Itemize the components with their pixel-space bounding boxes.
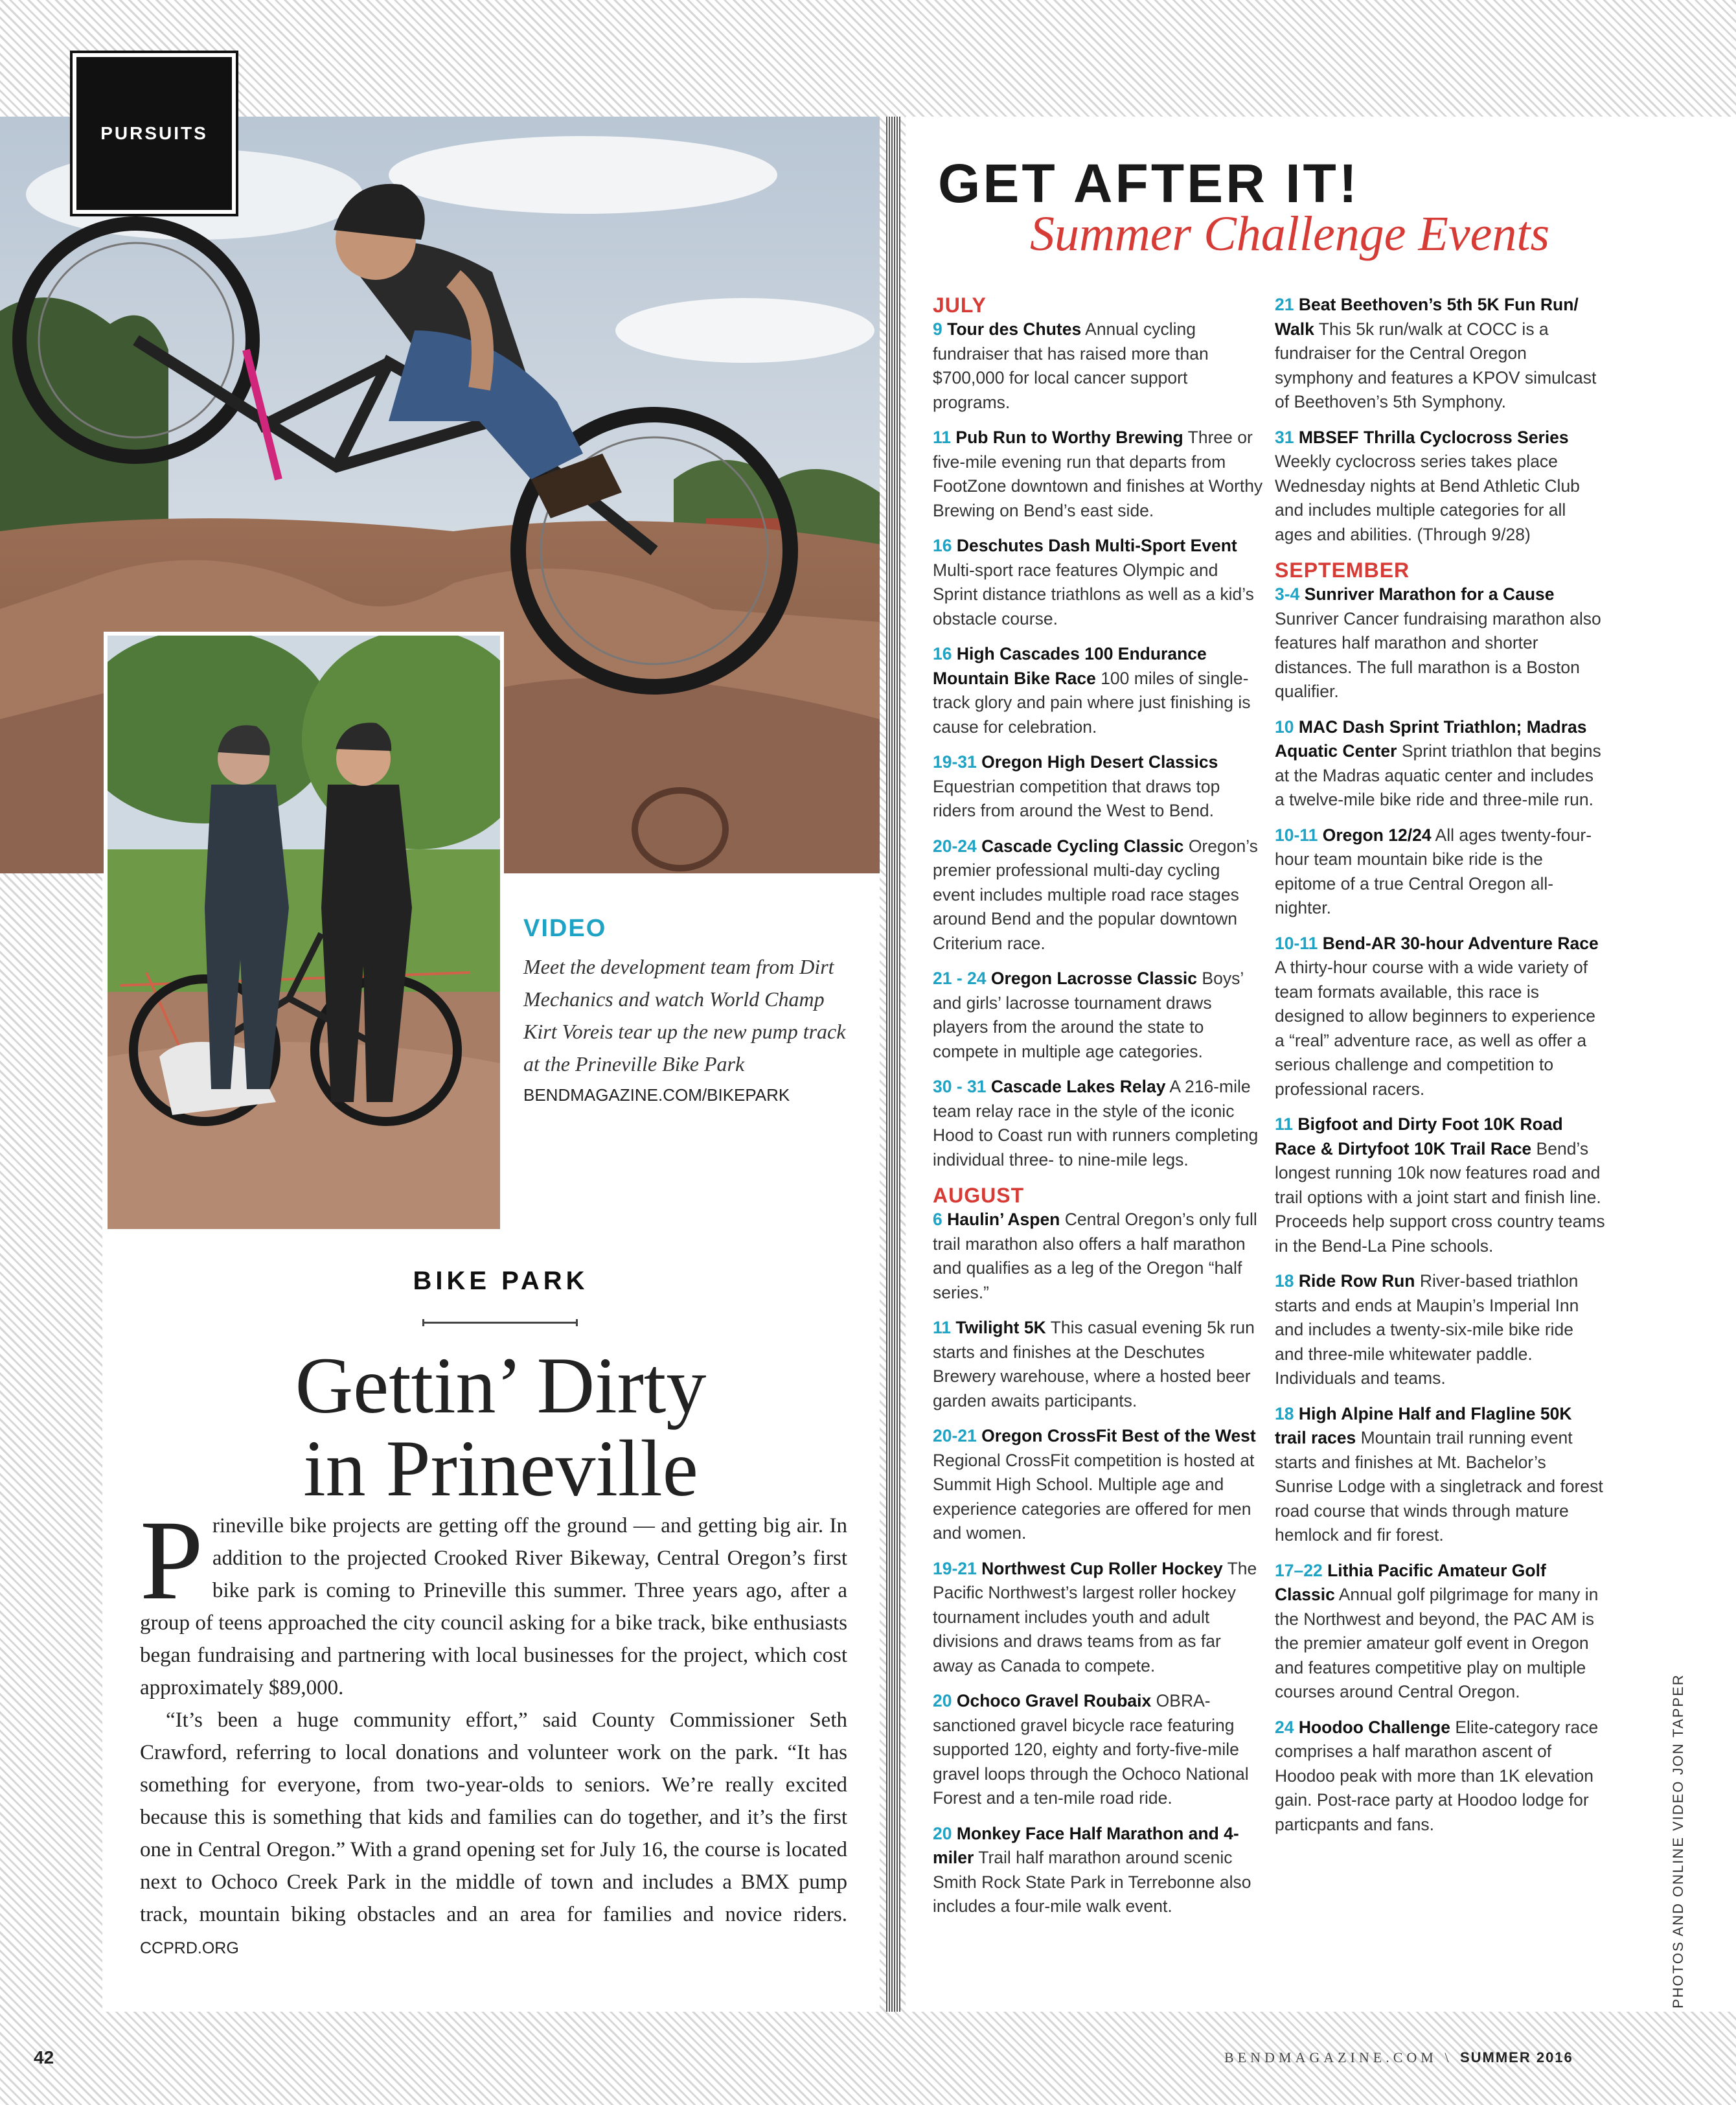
event-name: Ride Row Run	[1298, 1271, 1415, 1291]
event-item	[1275, 1269, 1605, 1391]
event-date: 20-21	[933, 1426, 977, 1445]
event-date: 17–22	[1275, 1560, 1323, 1580]
event-name: Ochoco Gravel Roubaix	[956, 1691, 1152, 1710]
events-subtitle: Summer Challenge Events	[1030, 207, 1550, 261]
article-kicker: BIKE PARK	[413, 1267, 589, 1295]
event-description: Bend’s longest running 10k now features road and trail options with a joint start and finish line. Proceeds help support cross country teams in the Bend-La Pine schools.	[1275, 1138, 1605, 1256]
event-name: Oregon 12/24	[1322, 825, 1432, 845]
event-name: Hoodoo Challenge	[1298, 1717, 1450, 1737]
event-description: All ages twenty-four-hour team mountain bike ride is the epitome of a true Central Oregon all-nighter.	[1275, 825, 1592, 917]
section-tag-label: PURSUITS	[100, 123, 208, 143]
section-tag	[73, 53, 236, 214]
event-item	[1275, 582, 1605, 704]
event-description: Oregon’s premier professional multi-day cycling event includes multiple road race stages around Bend and the popular downtown Criterium race.	[933, 836, 1258, 953]
event-description: Annual golf pilgrimage for many in the Northwest and beyond, the PAC AM is the premier amateur golf event in Oregon and features competitive play on multiple courses around Central Oregon.	[1275, 1585, 1599, 1701]
event-name: Bigfoot and Dirty Foot 10K Road Race & Dirtyfoot 10K Trail Race	[1275, 1114, 1563, 1158]
footer-site: BENDMAGAZINE.COM	[1224, 2049, 1437, 2065]
event-item	[933, 1208, 1263, 1305]
video-link[interactable]: BENDMAGAZINE.COM/BIKEPARK	[523, 1085, 790, 1105]
event-description: This casual evening 5k run starts and finishes at the Deschutes Brewery warehouse, where a hosted beer garden awaits participants.	[933, 1318, 1255, 1410]
event-date: 30 - 31	[933, 1077, 987, 1096]
drop-cap: P	[140, 1497, 203, 1624]
event-description: A 216-mile team relay race in the style of the iconic Hood to Coast run with runners completing individual three- to nine-mile legs.	[933, 1077, 1259, 1169]
bike-park-team-photo	[104, 632, 504, 1233]
kicker-divider	[422, 1322, 578, 1324]
event-name: Haulin’ Aspen	[947, 1210, 1060, 1229]
event-name: Oregon Lacrosse Classic	[990, 969, 1198, 988]
event-date: 21 - 24	[933, 969, 987, 988]
event-description: Sunriver Cancer fundraising marathon also features half marathon and shorter distances. The full marathon is a Boston qualifier.	[1275, 608, 1601, 701]
event-item	[1275, 426, 1605, 547]
event-name: Bend-AR 30-hour Adventure Race	[1322, 933, 1599, 953]
event-item	[933, 1424, 1263, 1546]
event-item	[933, 1075, 1263, 1172]
video-description: Meet the development team from Dirt Mechanics and watch World Champ Kirt Voreis tear up the new pump track at the Prineville Bike Park	[523, 955, 846, 1076]
video-callout	[523, 915, 860, 1105]
event-name: Lithia Pacific Amateur Golf Classic	[1275, 1560, 1546, 1604]
event-description: River-based triathlon starts and ends at Maupin’s Imperial Inn and includes a twenty-six-mile bike ride and three-mile whitewater paddle. Individuals and teams.	[1275, 1271, 1579, 1388]
event-name: Monkey Face Half Marathon and 4-miler	[933, 1823, 1239, 1867]
event-item	[1275, 1112, 1605, 1258]
event-item	[933, 534, 1263, 631]
event-date: 11	[1275, 1114, 1294, 1134]
event-item	[1275, 1559, 1605, 1705]
event-name: Oregon CrossFit Best of the West	[981, 1426, 1256, 1445]
event-date: 20	[933, 1691, 952, 1710]
event-description: Mountain trail running event starts and finishes at Mt. Bachelor’s Sunrise Lodge with a singletrack and forest road course that winds through mature hemlock and fir forest.	[1275, 1428, 1603, 1545]
event-description: Trail half marathon around scenic Smith Rock State Park in Terrebonne also includes a four-mile walk event.	[933, 1848, 1251, 1916]
column-divider	[886, 117, 900, 2012]
event-item	[933, 1316, 1263, 1413]
event-item	[933, 834, 1263, 956]
event-item	[933, 1822, 1263, 1919]
event-item	[933, 642, 1263, 739]
article-body	[140, 1497, 847, 1964]
paragraph-1-text: rineville bike projects are getting off the ground — and getting big air. In addition to the projected Crooked River Bikeway, Central Oregon’s first bike park is coming to Prineville this summer. Three years ago, after a group of teens approached the city council asking for a bike track, bike enthusiasts began fundraising and partnering with local businesses for the project, which cost approximately $89,000.	[140, 1514, 847, 1699]
event-description: A thirty-hour course with a wide variety of team formats available, this race is designed to allow beginners to experience a “real” adventure race, as well as offer a serious challenge and competition to professional racers.	[1275, 958, 1595, 1099]
event-description: Multi-sport race features Olympic and Sprint distance triathlons as well as a kid’s obstacle course.	[933, 560, 1254, 628]
event-description: OBRA-sanctioned gravel bicycle race featuring supported 120, eighty and forty-five-mile gravel loops through the Ochoco National Forest and a ten-mile road ride.	[933, 1691, 1249, 1808]
event-date: 19-21	[933, 1558, 977, 1578]
event-item	[933, 1557, 1263, 1679]
event-date: 24	[1275, 1717, 1294, 1737]
event-description: This 5k run/walk at COCC is a fundraiser for the Central Oregon symphony and features a KPOV simulcast of Beethoven’s 5th Symphony.	[1275, 319, 1597, 411]
event-item	[933, 426, 1263, 523]
event-name: Cascade Cycling Classic	[981, 836, 1184, 856]
event-name: Northwest Cup Roller Hockey	[981, 1558, 1223, 1578]
event-item	[1275, 823, 1605, 921]
event-name: Cascade Lakes Relay	[990, 1077, 1166, 1096]
article-headline	[141, 1341, 860, 1513]
event-item	[1275, 932, 1605, 1102]
headline-line-1: Gettin’ Dirty	[295, 1341, 707, 1430]
headline-line-2: in Prineville	[303, 1424, 698, 1513]
page-footer	[1224, 2049, 1573, 2066]
event-name: Deschutes Dash Multi-Sport Event	[956, 536, 1237, 555]
article-paragraph-1	[140, 1497, 847, 1704]
event-date: 11	[933, 1318, 952, 1337]
event-date: 18	[1275, 1403, 1294, 1423]
event-description: Regional CrossFit competition is hosted at Summit High School. Multiple age and experience categories are offered for men and women.	[933, 1450, 1255, 1543]
event-description: The Pacific Northwest’s largest roller hockey tournament includes youth and adult divisions and draws teams from as far away as Canada to compete.	[933, 1558, 1257, 1675]
event-date: 16	[933, 644, 952, 663]
footer-separator: \	[1445, 2049, 1453, 2065]
event-item	[1275, 293, 1605, 415]
event-date: 16	[933, 536, 952, 555]
event-name: Twilight 5K	[955, 1318, 1046, 1337]
event-name: High Cascades 100 Endurance Mountain Bike Race	[933, 644, 1207, 688]
event-date: 20-24	[933, 836, 977, 856]
event-description: Weekly cyclocross series takes place Wednesday nights at Bend Athletic Club and includes multiple categories for all ages and abilities. (Through 9/28)	[1275, 452, 1580, 544]
event-name: Sunriver Marathon for a Cause	[1304, 584, 1555, 604]
event-item	[933, 317, 1263, 415]
month-heading: JULY	[933, 293, 987, 317]
event-name: Oregon High Desert Classics	[981, 752, 1218, 772]
event-description: Boys’ and girls’ lacrosse tournament draws players from the around the state to compete in multiple age categories.	[933, 969, 1244, 1061]
event-date: 20	[933, 1823, 952, 1843]
month-heading: SEPTEMBER	[1275, 558, 1410, 582]
event-date: 3-4	[1275, 584, 1300, 604]
events-column-2	[1275, 293, 1605, 1848]
event-item	[1275, 1402, 1605, 1548]
event-date: 10-11	[1275, 933, 1318, 953]
event-date: 9	[933, 319, 942, 339]
event-item	[1275, 715, 1605, 812]
event-date: 19-31	[933, 752, 977, 772]
event-date: 10-11	[1275, 825, 1318, 845]
event-description: Central Oregon’s only full trail marathon also offers a half marathon and qualifies as a leg of the Oregon “half series.”	[933, 1210, 1257, 1302]
event-name: Beat Beethoven’s 5th 5K Fun Run/ Walk	[1275, 295, 1579, 339]
event-description: Equestrian competition that draws top riders from around the West to Bend.	[933, 776, 1220, 820]
event-date: 18	[1275, 1271, 1294, 1291]
event-date: 10	[1275, 717, 1294, 737]
month-heading: AUGUST	[933, 1184, 1025, 1207]
event-description: Sprint triathlon that begins at the Madras aquatic center and includes a twelve-mile bike ride and three-mile run.	[1275, 741, 1601, 809]
page-number: 42	[34, 2047, 54, 2067]
paragraph-2-text: “It’s been a huge community effort,” said County Commissioner Seth Crawford, referring to local donations and volunteer work on the park. “It has something for everyone, from two-year-olds to seniors. We’re really excited because this is something that kids and families can do together, and it’s the first one in Central Oregon.” With a grand opening set for July 16, the course is located next to Ochoco Creek Park in the middle of town and includes a BMX pump track, mountain biking obstacles and an area for families and novice riders.	[140, 1708, 847, 1926]
event-item	[933, 1689, 1263, 1811]
article-paragraph-2	[140, 1704, 847, 1964]
event-date: 31	[1275, 427, 1294, 447]
event-description: 100 miles of single-track glory and pain where just finishing is cause for celebration.	[933, 668, 1251, 737]
event-name: Pub Run to Worthy Brewing	[955, 428, 1183, 447]
photo-credit: PHOTOS AND ONLINE VIDEO JON TAPPER	[1670, 1674, 1686, 2008]
event-item	[933, 750, 1263, 823]
event-date: 11	[933, 428, 952, 447]
event-date: 6	[933, 1210, 942, 1229]
events-column-1	[933, 293, 1263, 1930]
event-name: MAC Dash Sprint Triathlon; Madras Aquatic Center	[1275, 717, 1587, 761]
event-name: MBSEF Thrilla Cyclocross Series	[1298, 427, 1569, 447]
event-name: Tour des Chutes	[947, 319, 1082, 339]
event-item	[1275, 1716, 1605, 1837]
event-description: Elite-category race comprises a half marathon ascent of Hoodoo peak with more than 1K elevation gain. Post-race party at Hoodoo lodge for particpants and fans.	[1275, 1717, 1599, 1834]
event-description: Annual cycling fundraiser that has raised more than $700,000 for local cancer support programs.	[933, 319, 1209, 412]
event-description: Three or five-mile evening run that departs from FootZone downtown and finishes at Worthy Brewing on Bend’s east side.	[933, 428, 1263, 520]
event-date: 21	[1275, 295, 1294, 314]
event-name: High Alpine Half and Flagline 50K trail races	[1275, 1403, 1572, 1447]
events-title: GET AFTER IT!	[938, 153, 1360, 214]
video-heading: VIDEO	[523, 915, 607, 942]
footer-issue: SUMMER 2016	[1459, 2049, 1573, 2065]
event-item	[933, 967, 1263, 1064]
article-site[interactable]: CCPRD.ORG	[140, 1939, 239, 1957]
